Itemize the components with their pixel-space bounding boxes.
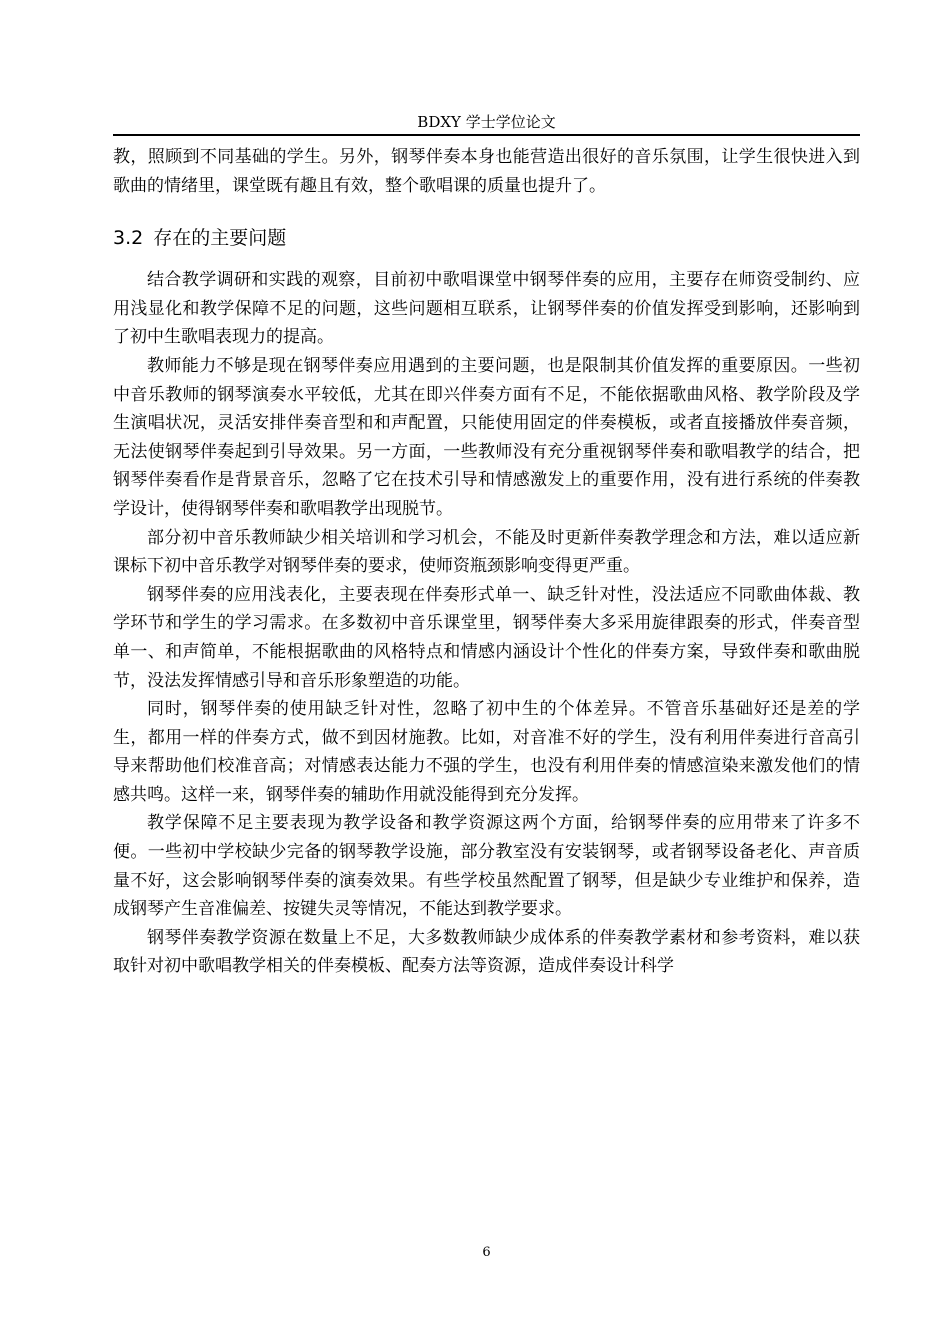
page-footer [113,1245,860,1261]
paragraph: 结合教学调研和实践的观察，目前初中歌唱课堂中钢琴伴奏的应用，主要存在师资受制约、应用浅显化和教学保障不足的问题，这些问题相互联系，让钢琴伴奏的价值发挥受到影响，还影响到了初中生歌唱表现力的提高。 [113,270,860,348]
header-rule [113,134,860,136]
section-number: 3.2 [113,227,144,250]
page-header [113,112,860,132]
section-heading [113,223,860,253]
section-title: 存在的主要问题 [153,227,287,250]
paragraph: 同时，钢琴伴奏的使用缺乏针对性，忽略了初中生的个体差异。不管音乐基础好还是差的学生，都用一样的伴奏方式，做不到因材施教。比如，对音准不好的学生，没有利用伴奏进行音高引导来帮助他们校准音高；对情感表达能力不强的学生，也没有利用伴奏的情感渲染来激发他们的情感共鸣。这样一来，钢琴伴奏的辅助作用就没能得到充分发挥。 [113,699,860,805]
page-number: 6 [482,1245,491,1260]
paragraph: 教学保障不足主要表现为教学设备和教学资源这两个方面，给钢琴伴奏的应用带来了许多不便。一些初中学校缺少完备的钢琴教学设施，部分教室没有安装钢琴，或者钢琴设备老化、声音质量不好，这会影响钢琴伴奏的演奏效果。有些学校虽然配置了钢琴，但是缺少专业维护和保养，造成钢琴产生音准偏差、按键失灵等情况，不能达到教学要求。 [113,813,860,920]
header-title: BDXY 学士学位论文 [417,113,556,131]
page-body [113,143,860,981]
paragraph: 部分初中音乐教师缺少相关培训和学习机会，不能及时更新伴奏教学理念和方法，难以适应新课标下初中音乐教学对钢琴伴奏的要求，使师资瓶颈影响变得更严重。 [113,527,860,577]
continued-paragraph: 教，照顾到不同基础的学生。另外，钢琴伴奏本身也能营造出很好的音乐氛围，让学生很快进入到歌曲的情绪里，课堂既有趣且有效，整个歌唱课的质量也提升了。 [113,147,860,196]
paragraph: 钢琴伴奏的应用浅表化，主要表现在伴奏形式单一、缺乏针对性，没法适应不同歌曲体裁、教学环节和学生的学习需求。在多数初中音乐课堂里，钢琴伴奏大多采用旋律跟奏的形式，伴奏音型单一、和声简单，不能根据歌曲的风格特点和情感内涵设计个性化的伴奏方案，导致伴奏和歌曲脱节，没法发挥情感引导和音乐形象塑造的功能。 [113,584,860,691]
paragraph: 教师能力不够是现在钢琴伴奏应用遇到的主要问题，也是限制其价值发挥的重要原因。一些初中音乐教师的钢琴演奏水平较低，尤其在即兴伴奏方面有不足，不能依据歌曲风格、教学阶段及学生演唱状况，灵活安排伴奏音型和和声配置，只能使用固定的伴奏模板，或者直接播放伴奏音频，无法使钢琴伴奏起到引导效果。另一方面，一些教师没有充分重视钢琴伴奏和歌唱教学的结合，把钢琴伴奏看作是背景音乐，忽略了它在技术引导和情感激发上的重要作用，没有进行系统的伴奏教学设计，使得钢琴伴奏和歌唱教学出现脱节。 [113,355,860,519]
paragraph: 钢琴伴奏教学资源在数量上不足，大多数教师缺少成体系的伴奏教学素材和参考资料，难以获取针对初中歌唱教学相关的伴奏模板、配奏方法等资源，造成伴奏设计科学 [113,927,860,977]
